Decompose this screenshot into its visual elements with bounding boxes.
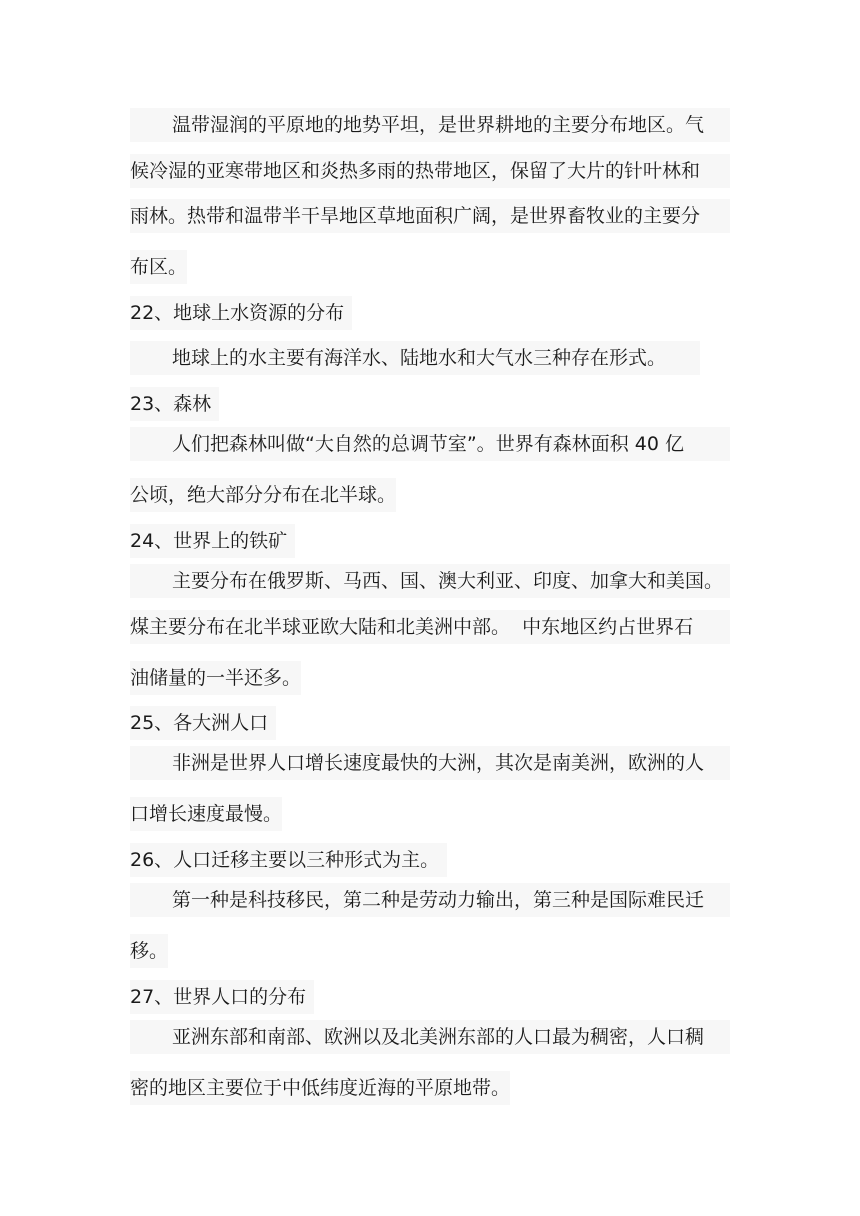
paragraph-line (130, 1020, 730, 1066)
paragraph-line (130, 610, 730, 656)
paragraph-text: 人们把森林叫做“大自然的总调节室”。世界有森林面积 40 亿 (172, 433, 684, 456)
paragraph-line (130, 473, 730, 519)
paragraph-text: 第一种是科技移民，第二种是劳动力输出，第三种是国际难民迁 (172, 889, 705, 912)
heading-text: 27、世界人口的分布 (130, 980, 314, 1014)
paragraph-text: 温带湿润的平原地的地势平坦，是世界耕地的主要分布地区。气 (172, 114, 705, 136)
heading-text: 24、世界上的铁矿 (130, 524, 295, 558)
paragraph-line (130, 336, 730, 382)
paragraph-text: 候冷湿的亚寒带地区和炎热多雨的热带地区，保留了大片的针叶林和 (130, 159, 701, 182)
paragraph-line (130, 655, 730, 701)
paragraph-line (130, 1065, 730, 1111)
section-heading-27 (130, 974, 730, 1020)
heading-text: 26、人口迁移主要以三种形式为主。 (130, 843, 447, 877)
paragraph-text: 油储量的一半还多。 (130, 666, 302, 689)
paragraph-text: 布区。 (130, 256, 188, 279)
section-heading-24 (130, 518, 730, 564)
paragraph-text: 公顷，绝大部分分布在北半球。 (130, 484, 397, 507)
section-heading-23 (130, 382, 730, 428)
paragraph-line (130, 199, 730, 245)
paragraph-line (130, 427, 730, 473)
paragraph-line (130, 108, 730, 154)
paragraph-line (130, 564, 730, 610)
paragraph-text: 煤主要分布在北半球亚欧大陆和北美洲中部。 中东地区约占世界石 (130, 615, 694, 638)
paragraph-line (130, 154, 730, 200)
paragraph-line (130, 929, 730, 975)
document-page (130, 108, 730, 1111)
heading-text: 22、地球上水资源的分布 (130, 296, 352, 330)
paragraph-line (130, 245, 730, 291)
paragraph-text: 亚洲东部和南部、欧洲以及北美洲东部的人口最为稠密，人口稠 (172, 1025, 705, 1048)
section-heading-22 (130, 290, 730, 336)
heading-text: 23、森林 (130, 387, 219, 421)
paragraph-text: 地球上的水主要有海洋水、陆地水和大气水三种存在形式。 (172, 347, 667, 370)
paragraph-text: 主要分布在俄罗斯、马西、国、澳大利亚、印度、加拿大和美国。 (172, 569, 724, 592)
paragraph-text: 口增长速度最慢。 (130, 803, 283, 826)
paragraph-text: 雨林。热带和温带半干旱地区草地面积广阔，是世界畜牧业的主要分 (130, 205, 701, 228)
paragraph-text: 非洲是世界人口增长速度最快的大洲，其次是南美洲，欧洲的人 (172, 752, 705, 775)
paragraph-line (130, 792, 730, 838)
paragraph-text: 密的地区主要位于中低纬度近海的平原地带。 (130, 1076, 511, 1099)
heading-text: 25、各大洲人口 (130, 706, 276, 740)
section-heading-26 (130, 838, 730, 884)
paragraph-line (130, 883, 730, 929)
section-heading-25 (130, 701, 730, 747)
paragraph-line (130, 746, 730, 792)
paragraph-text: 移。 (130, 940, 169, 963)
